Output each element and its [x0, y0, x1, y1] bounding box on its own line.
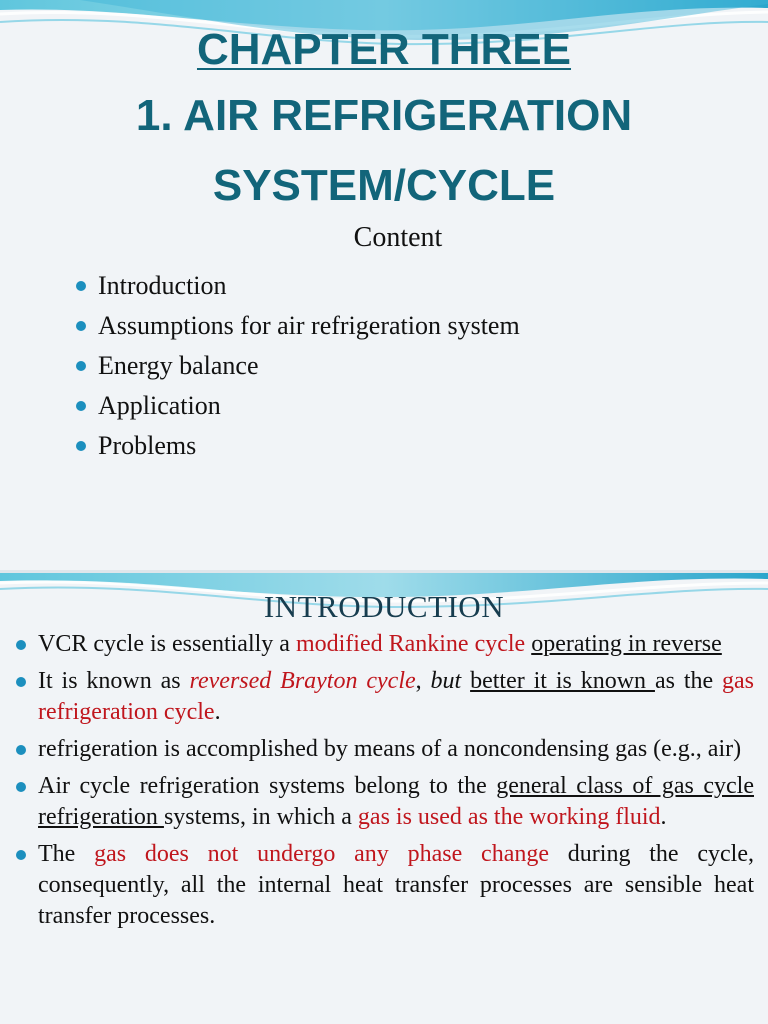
slide-2	[0, 573, 768, 1024]
content-item: Introduction	[76, 266, 520, 306]
bullet-icon	[76, 321, 86, 331]
intro-bullet-3: refrigeration is accomplished by means of a noncondensing gas (e.g., air)	[16, 734, 754, 765]
bullet-icon	[16, 782, 26, 792]
introduction-list	[16, 629, 754, 938]
intro-bullet-2: It is known as reversed Brayton cycle, but better it is known as the gas refrigeration cycle.	[16, 666, 754, 728]
bullet-icon	[16, 850, 26, 860]
bullet-icon	[76, 401, 86, 411]
bullet-icon	[76, 281, 86, 291]
bullet-icon	[16, 677, 26, 687]
chapter-title: CHAPTER THREE	[196, 25, 572, 74]
content-heading: Content	[353, 222, 443, 253]
content-item: Assumptions for air refrigeration system	[76, 306, 520, 346]
bullet-icon	[16, 745, 26, 755]
intro-bullet-1: VCR cycle is essentially a modified Rankine cycle operating in reverse	[16, 629, 754, 660]
content-item: Energy balance	[76, 346, 520, 386]
bullet-icon	[76, 361, 86, 371]
bullet-icon	[16, 640, 26, 650]
content-list	[76, 266, 520, 466]
section-title-line-2: SYSTEM/CYCLE	[212, 161, 556, 210]
intro-bullet-5: The gas does not undergo any phase change during the cycle, consequently, all the internal heat transfer processes are sensible heat transfer processes.	[16, 839, 754, 932]
section-title-line-1: 1. AIR REFRIGERATION	[135, 91, 633, 140]
content-item: Problems	[76, 426, 520, 466]
bullet-icon	[76, 441, 86, 451]
content-item: Application	[76, 386, 520, 426]
introduction-heading: INTRODUCTION	[263, 589, 505, 624]
intro-bullet-4: Air cycle refrigeration systems belong to the general class of gas cycle refrigeration systems, in which a gas is used as the working fluid.	[16, 771, 754, 833]
